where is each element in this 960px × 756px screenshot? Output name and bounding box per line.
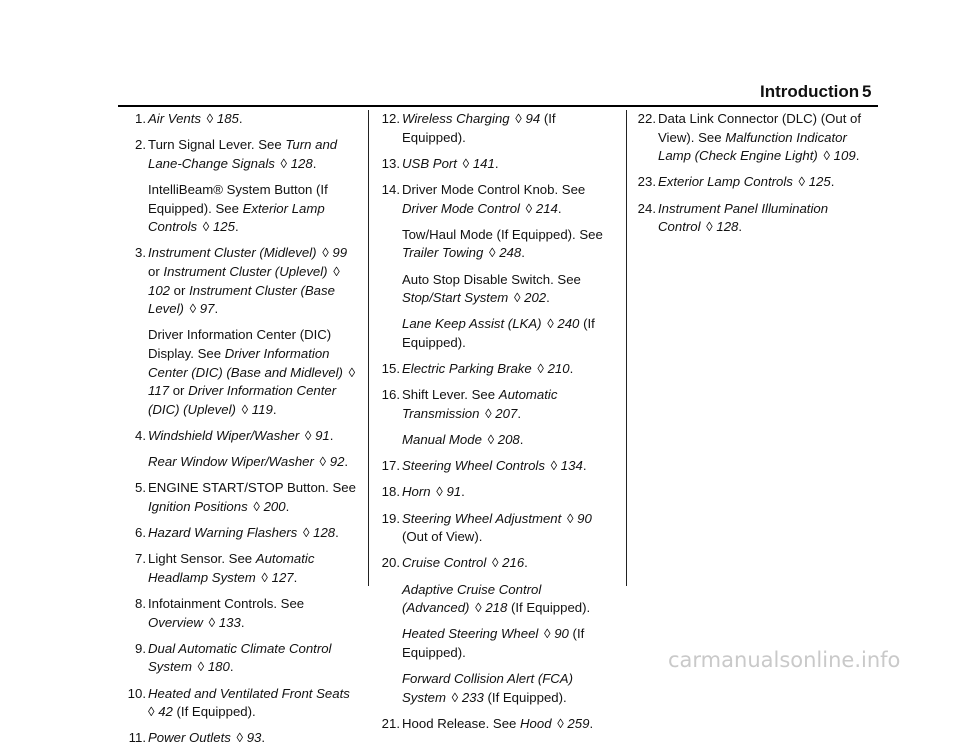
cross-reference-link[interactable]: Driver Information Center (DIC) (Uplevel) — [148, 383, 337, 417]
entry-suffix-text: . — [272, 401, 277, 417]
page-reference-number[interactable]: 180 — [207, 659, 230, 675]
entry-suffix-text: . — [261, 730, 266, 746]
item-number: 2. — [135, 137, 146, 153]
page-reference-number[interactable]: 42 — [158, 704, 173, 720]
column-3 — [628, 110, 868, 244]
entry-text: IntelliBeam® System Button (If Equipped). See — [148, 181, 328, 216]
page-reference-number[interactable]: 91 — [446, 484, 462, 500]
list-item — [372, 110, 610, 147]
list-subitem — [372, 315, 610, 352]
list-item — [372, 181, 610, 218]
entry-suffix-text: . — [738, 219, 743, 235]
page-reference-number[interactable]: 91 — [315, 427, 330, 443]
page-reference-icon: ◊ — [237, 401, 252, 417]
entry-text: ENGINE START/STOP Button. See — [148, 480, 356, 496]
cross-reference-link[interactable]: Malfunction Indicator Lamp (Check Engine Light) — [658, 129, 847, 164]
page-reference-icon: ◊ — [553, 715, 568, 731]
page-reference-icon: ◊ — [329, 263, 340, 279]
entry-suffix-text: . — [312, 155, 317, 171]
list-item — [118, 136, 356, 173]
cross-reference-link[interactable]: Instrument Cluster (Uplevel) — [163, 263, 328, 279]
page-reference-icon: ◊ — [522, 200, 536, 216]
entry-text: Auto Stop Disable Switch. See — [402, 271, 581, 287]
page-reference-number[interactable]: 141 — [472, 155, 495, 171]
page-reference-icon: ◊ — [185, 301, 200, 317]
page-reference-icon: ◊ — [315, 454, 330, 470]
entry-suffix-text: . — [229, 659, 234, 675]
item-number: 19. — [381, 510, 400, 526]
cross-reference-link[interactable]: Forward Collision Alert (FCA) System — [402, 671, 573, 705]
list-item — [372, 360, 610, 379]
page-reference-icon: ◊ — [204, 614, 219, 630]
entry-suffix-text: or — [169, 383, 185, 399]
cross-reference-link[interactable]: Air Vents — [148, 111, 202, 126]
entry-suffix-text: (If Equipped). — [402, 626, 585, 660]
item-number: 24. — [637, 200, 656, 216]
entry-suffix-text: or — [148, 263, 160, 279]
item-number: 7. — [135, 551, 146, 567]
list-subitem — [372, 581, 610, 618]
page-reference-number[interactable]: 214 — [535, 200, 558, 216]
entry-suffix-text: (If Equipped). — [402, 111, 556, 145]
entry-suffix-text: (If Equipped). — [172, 704, 256, 720]
list-item — [372, 155, 610, 174]
entry-text: Shift Lever. See — [402, 387, 499, 403]
entry-text: Data Link Connector (DLC) (Out of View). See — [658, 111, 862, 145]
cross-reference-link[interactable]: Instrument Cluster (Midlevel) — [148, 245, 317, 261]
item-number: 23. — [637, 174, 656, 190]
entry-suffix-text: . — [344, 454, 349, 470]
cross-reference-link[interactable]: Lane Keep Assist (LKA) — [402, 316, 542, 332]
cross-reference-link[interactable]: Exterior Lamp Controls — [658, 174, 793, 190]
list-item — [118, 640, 356, 677]
cross-reference-link[interactable]: Windshield Wiper/Washer — [148, 427, 300, 443]
page-reference-number[interactable]: 109 — [833, 148, 856, 164]
page-reference-number[interactable]: 117 — [148, 383, 170, 399]
page-reference-number[interactable]: 128 — [313, 525, 336, 541]
list-item — [118, 479, 356, 516]
page-reference-icon: ◊ — [511, 111, 526, 126]
page-reference-number[interactable]: 99 — [332, 245, 348, 261]
entry-suffix-text: (If Equipped). — [402, 316, 595, 350]
list-subitem — [372, 625, 610, 662]
cross-reference-link[interactable]: Adaptive Cruise Control (Advanced) — [402, 581, 542, 616]
page-reference-number[interactable]: 207 — [495, 405, 518, 421]
page-reference-icon: ◊ — [563, 510, 578, 526]
item-number: 17. — [381, 458, 400, 474]
cross-reference-link[interactable]: Horn — [402, 484, 431, 500]
page-reference-number[interactable]: 92 — [329, 454, 345, 470]
page-reference-icon: ◊ — [249, 498, 264, 514]
cross-reference-link[interactable]: Ignition Positions — [148, 498, 248, 514]
page-reference-icon: ◊ — [232, 730, 247, 746]
column-divider-1 — [368, 110, 369, 586]
page-reference-icon: ◊ — [546, 458, 561, 474]
list-item — [628, 173, 868, 192]
cross-reference-link[interactable]: Driver Mode Control — [402, 200, 520, 216]
page-reference-icon: ◊ — [299, 525, 314, 541]
page-reference-icon: ◊ — [193, 659, 208, 675]
page-reference-number[interactable]: 233 — [461, 689, 484, 705]
entry-suffix-text: or — [170, 282, 186, 298]
entry-suffix-text: . — [855, 148, 860, 164]
page-reference-number[interactable]: 133 — [218, 614, 241, 630]
entry-suffix-text: . — [214, 301, 219, 317]
list-subitem — [372, 670, 610, 707]
entry-suffix-text: . — [240, 614, 245, 630]
page-reference-number[interactable]: 202 — [524, 290, 547, 306]
list-item — [118, 685, 356, 722]
cross-reference-link[interactable]: Overview — [148, 614, 203, 630]
entry-suffix-text: (Out of View). — [402, 529, 483, 545]
item-number: 10. — [127, 685, 146, 701]
page-reference-icon: ◊ — [447, 689, 462, 705]
entry-suffix-text: . — [589, 715, 594, 731]
cross-reference-link[interactable]: Trailer Towing — [402, 245, 484, 261]
entry-suffix-text: . — [293, 569, 298, 585]
cross-reference-link[interactable]: Wireless Charging — [402, 111, 510, 126]
page-reference-icon: ◊ — [148, 704, 159, 720]
page-reference-icon: ◊ — [458, 155, 473, 171]
column-divider-2 — [626, 110, 627, 586]
item-number: 22. — [637, 111, 656, 126]
page-reference-icon: ◊ — [432, 484, 447, 500]
page-section-title: Introduction — [760, 82, 860, 101]
column-2 — [372, 110, 610, 741]
page-reference-number[interactable]: 90 — [554, 626, 569, 642]
page-reference-icon: ◊ — [543, 316, 558, 332]
item-number: 5. — [135, 480, 146, 496]
page-reference-number[interactable]: 90 — [577, 510, 592, 526]
item-number: 3. — [135, 245, 146, 261]
cross-reference-link[interactable]: Rear Window Wiper/Washer — [148, 454, 314, 470]
cross-reference-link[interactable]: Hood — [520, 715, 552, 731]
cross-reference-link[interactable]: Turn and Lane-Change Signals — [148, 137, 338, 171]
entry-suffix-text: . — [461, 484, 465, 500]
cross-reference-link[interactable]: Stop/Start System — [402, 290, 509, 306]
page-reference-number[interactable]: 218 — [485, 600, 508, 616]
page-reference-icon: ◊ — [702, 219, 717, 235]
page-reference-icon: ◊ — [481, 405, 496, 421]
list-subitem — [372, 431, 610, 450]
page-reference-icon: ◊ — [540, 626, 555, 642]
entry-suffix-text: (If Equipped). — [483, 689, 567, 705]
page-reference-number[interactable]: 125 — [808, 174, 831, 190]
list-item — [372, 510, 610, 547]
page-reference-icon: ◊ — [510, 290, 525, 306]
page-reference-icon: ◊ — [257, 569, 272, 585]
item-number: 15. — [381, 361, 400, 377]
list-item — [372, 483, 610, 502]
page-reference-icon: ◊ — [276, 155, 291, 171]
list-item — [118, 729, 356, 748]
entry-text: Tow/Haul Mode (If Equipped). See — [402, 226, 603, 242]
page-reference-number[interactable]: 208 — [497, 432, 520, 448]
item-number: 6. — [135, 525, 146, 541]
cross-reference-link[interactable]: Heated and Ventilated Front Seats — [148, 685, 350, 701]
page-reference-icon: ◊ — [318, 245, 333, 261]
item-number: 1. — [135, 111, 146, 126]
page-reference-number[interactable]: 93 — [246, 730, 262, 746]
item-number: 4. — [135, 427, 146, 443]
list-item — [372, 457, 610, 476]
page-reference-icon: ◊ — [483, 432, 498, 448]
list-item — [118, 427, 356, 446]
item-number: 21. — [381, 715, 400, 731]
entry-suffix-text: (If Equipped). — [507, 600, 591, 616]
list-item — [118, 110, 356, 129]
page-reference-number[interactable]: 128 — [716, 219, 739, 235]
entry-suffix-text: . — [557, 200, 562, 216]
page-reference-number[interactable]: 248 — [499, 245, 522, 261]
list-subitem — [118, 181, 356, 237]
page-reference-icon: ◊ — [301, 427, 316, 443]
page-reference-number[interactable]: 240 — [557, 316, 580, 332]
header-rule — [118, 105, 878, 107]
list-subitem — [372, 271, 610, 308]
entry-text: Turn Signal Lever. See — [148, 137, 286, 153]
cross-reference-link[interactable]: Heated Steering Wheel — [402, 626, 539, 642]
entry-suffix-text: . — [519, 432, 524, 448]
item-number: 8. — [135, 596, 146, 611]
page-reference-icon: ◊ — [794, 174, 809, 190]
cross-reference-link[interactable]: Electric Parking Brake — [402, 361, 532, 377]
entry-suffix-text: . — [546, 290, 550, 306]
item-number: 18. — [381, 484, 400, 500]
list-item — [118, 550, 356, 587]
entry-suffix-text: . — [335, 525, 339, 541]
list-item — [118, 524, 356, 543]
page-reference-icon: ◊ — [199, 219, 213, 235]
page-reference-number[interactable]: 185 — [216, 111, 239, 126]
entry-suffix-text: . — [830, 174, 835, 190]
item-number: 9. — [135, 640, 146, 656]
page-reference-icon: ◊ — [819, 148, 834, 164]
page-reference-number[interactable]: 134 — [560, 458, 583, 474]
entry-text: Infotainment Controls. See — [148, 596, 305, 611]
cross-reference-link[interactable]: Cruise Control — [402, 555, 487, 571]
cross-reference-link[interactable]: Power Outlets — [148, 730, 231, 746]
cross-reference-link[interactable]: Dual Automatic Climate Control System — [148, 640, 332, 675]
page-number: 5 — [862, 82, 872, 101]
page-reference-number[interactable]: 210 — [547, 361, 570, 377]
item-number: 12. — [381, 111, 400, 126]
entry-suffix-text: . — [569, 361, 574, 377]
page-reference-number[interactable]: 102 — [148, 282, 171, 298]
list-subitem — [372, 226, 610, 263]
page-reference-number[interactable]: 216 — [502, 555, 525, 571]
cross-reference-link[interactable]: Steering Wheel Controls — [402, 458, 545, 474]
list-item — [628, 110, 868, 166]
list-item — [628, 200, 868, 237]
list-item — [372, 715, 610, 734]
page-reference-icon: ◊ — [488, 555, 503, 571]
watermark: carmanualsonline.info — [668, 648, 901, 672]
column-1 — [118, 110, 356, 756]
entry-suffix-text: . — [524, 555, 528, 571]
page-reference-number[interactable]: 200 — [263, 498, 286, 514]
cross-reference-link[interactable]: Instrument Cluster (Base Level) — [148, 282, 335, 317]
page-reference-number[interactable]: 259 — [567, 715, 590, 731]
page-reference-number[interactable]: 127 — [271, 569, 294, 585]
page-reference-icon: ◊ — [485, 245, 500, 261]
page-reference-number[interactable]: 119 — [251, 401, 273, 417]
page-reference-icon: ◊ — [533, 361, 548, 377]
page-reference-number[interactable]: 97 — [199, 301, 215, 317]
cross-reference-link[interactable]: Steering Wheel Adjustment — [402, 510, 562, 526]
entry-text: Driver Mode Control Knob. See — [402, 181, 586, 197]
cross-reference-link[interactable]: Instrument Panel Illumination Control — [658, 200, 829, 235]
item-number: 16. — [381, 387, 400, 403]
cross-reference-link[interactable]: Automatic Transmission — [402, 387, 558, 421]
item-number: 11. — [128, 730, 146, 746]
cross-reference-link[interactable]: Hazard Warning Flashers — [148, 525, 298, 541]
page-reference-number[interactable]: 128 — [290, 155, 313, 171]
page-reference-icon: ◊ — [203, 111, 217, 126]
list-item — [372, 554, 610, 573]
cross-reference-link[interactable]: Automatic Headlamp System — [148, 551, 315, 585]
list-subitem — [118, 326, 356, 419]
item-number: 14. — [381, 181, 400, 197]
entry-text: Driver Information Center (DIC) Display. See — [148, 327, 332, 361]
cross-reference-link[interactable]: USB Port — [402, 155, 457, 171]
item-number: 20. — [381, 555, 400, 571]
entry-text: Hood Release. See — [402, 715, 521, 731]
list-item — [118, 244, 356, 318]
page-reference-icon: ◊ — [471, 600, 486, 616]
list-item — [372, 386, 610, 423]
entry-suffix-text: . — [517, 405, 521, 421]
page-reference-number[interactable]: 94 — [525, 111, 541, 126]
list-subitem — [118, 453, 356, 472]
cross-reference-link[interactable]: Manual Mode — [402, 432, 482, 448]
entry-suffix-text: . — [582, 458, 587, 474]
entry-suffix-text: . — [285, 498, 290, 514]
page-reference-number[interactable]: 125 — [212, 219, 235, 235]
entry-suffix-text: . — [234, 219, 239, 235]
entry-suffix-text: . — [329, 427, 334, 443]
entry-suffix-text: . — [521, 245, 525, 261]
entry-suffix-text: . — [238, 111, 243, 126]
item-number: 13. — [381, 155, 400, 171]
entry-text: Light Sensor. See — [148, 551, 256, 567]
cross-reference-link[interactable]: Exterior Lamp Controls — [148, 200, 325, 235]
entry-suffix-text: . — [494, 155, 499, 171]
list-item — [118, 595, 356, 632]
page-reference-icon: ◊ — [344, 364, 356, 380]
cross-reference-link[interactable]: Driver Information Center (DIC) (Base and Midlevel) — [148, 345, 343, 380]
